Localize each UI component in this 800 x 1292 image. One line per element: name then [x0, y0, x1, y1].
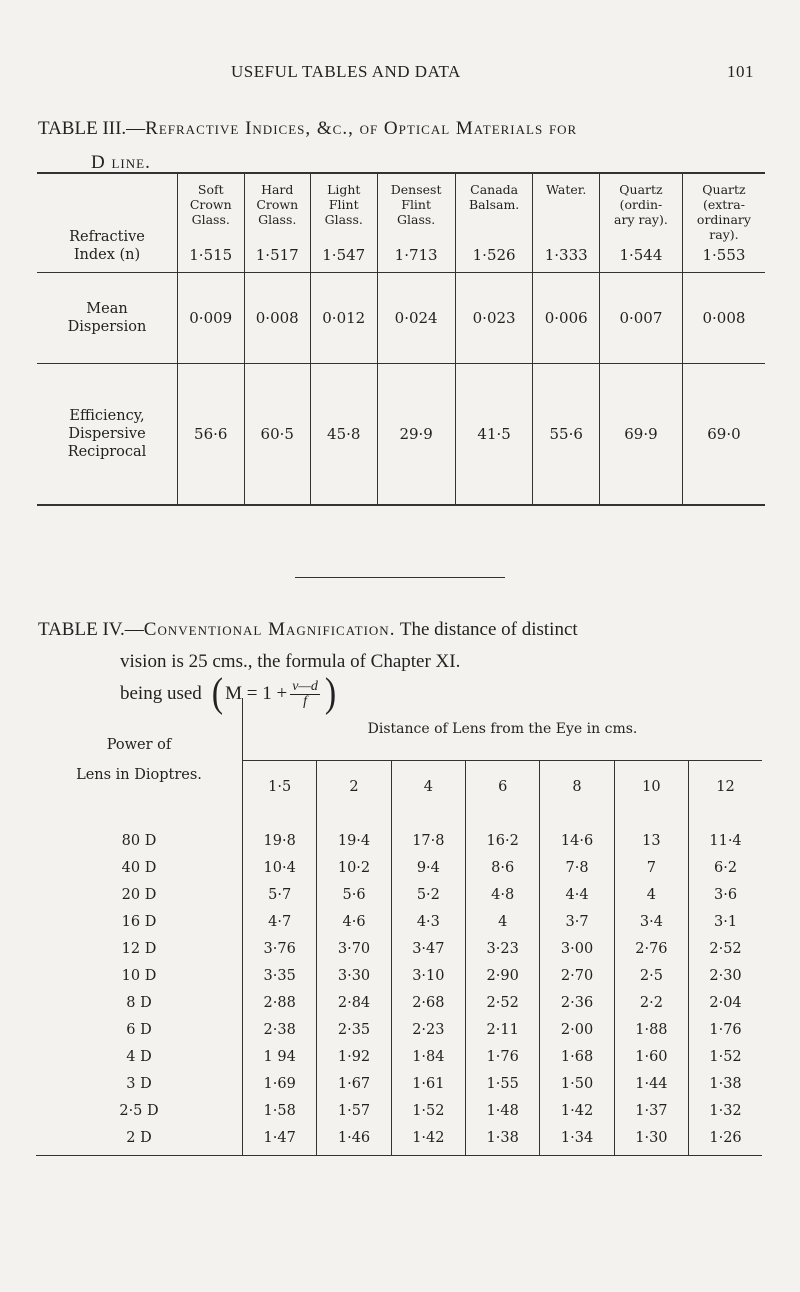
magnification-value: 19·4: [317, 813, 391, 854]
magnification-value: 8·6: [466, 854, 540, 881]
magnification-value: 2·23: [391, 1016, 465, 1043]
label-line: Mean: [86, 301, 128, 317]
table3-refractive-indices: [37, 172, 765, 506]
page-number: 101: [727, 62, 754, 81]
table4-caption-prefix: TABLE IV.—: [38, 619, 144, 640]
magnification-value: 1·46: [317, 1124, 391, 1156]
magnification-value: 1·76: [689, 1016, 762, 1043]
magnification-value: 1·37: [614, 1097, 688, 1124]
magnification-value: 1·42: [540, 1097, 614, 1124]
magnification-value: 2·00: [540, 1016, 614, 1043]
magnification-value: 9·4: [391, 854, 465, 881]
material-name: [378, 182, 455, 231]
magnification-value: 4·6: [317, 908, 391, 935]
magnification-value: 1·76: [466, 1043, 540, 1070]
power-value: 80 D: [121, 832, 157, 849]
power-value: 6 D: [126, 1021, 152, 1038]
magnification-value: 4: [466, 908, 540, 935]
magnification-value: 2·52: [689, 935, 762, 962]
magnification-value: 2·2: [614, 989, 688, 1016]
dispersion-value: 0·009: [189, 309, 233, 327]
power-value: 10 D: [121, 967, 157, 984]
efficiency-value: 60·5: [260, 425, 294, 443]
efficiency-value: 45·8: [327, 425, 361, 443]
table-cell: [311, 273, 378, 364]
table-cell: [599, 273, 682, 364]
material-name: [600, 182, 682, 231]
label-line: Glass.: [191, 212, 230, 227]
magnification-value: 1 94: [243, 1043, 317, 1070]
dispersion-value: 0·007: [619, 309, 663, 327]
magnification-value: 1·38: [466, 1124, 540, 1156]
table-cell: [455, 173, 533, 273]
row-label: [37, 173, 178, 273]
table-row: [36, 854, 762, 881]
dispersion-value: 0·008: [702, 309, 746, 327]
table-cell: [178, 173, 245, 273]
magnification-value: 2·68: [391, 989, 465, 1016]
refractive-index-value: 1·553: [702, 246, 746, 264]
refractive-index-value: 1·547: [322, 246, 366, 264]
magnification-value: 1·92: [317, 1043, 391, 1070]
magnification-value: 1·57: [317, 1097, 391, 1124]
table3-caption-line2: D line.: [91, 152, 151, 173]
power-value: 12 D: [121, 940, 157, 957]
efficiency-value: 56·6: [194, 425, 228, 443]
magnification-value: 4·8: [466, 881, 540, 908]
magnification-value: 2·76: [614, 935, 688, 962]
magnification-value: 3·00: [540, 935, 614, 962]
label-line: (extra-: [702, 197, 745, 212]
magnification-value: 2·84: [317, 989, 391, 1016]
table-cell: [377, 364, 455, 506]
magnification-value: 2·70: [540, 962, 614, 989]
table3-caption: [38, 112, 778, 180]
table-cell: [599, 364, 682, 506]
page-header: [0, 62, 800, 92]
efficiency-value: 55·6: [549, 425, 583, 443]
magnification-value: 1·60: [614, 1043, 688, 1070]
distance-header-cell: 2: [317, 761, 391, 814]
label-line: (ordin-: [619, 197, 663, 212]
magnification-value: 14·6: [540, 813, 614, 854]
column-header-cell: [683, 182, 765, 264]
table-row: [36, 881, 762, 908]
power-column-header: [36, 698, 243, 813]
column-header-cell: [378, 182, 455, 264]
label-line: Glass.: [397, 212, 436, 227]
formula-numerator: v—d: [292, 678, 318, 694]
magnification-value: 1·38: [689, 1070, 762, 1097]
column-header-cell: [533, 182, 599, 264]
row-label: [37, 273, 178, 364]
label-line: ray).: [709, 227, 739, 242]
efficiency-value: 41·5: [477, 425, 511, 443]
magnification-value: 1·32: [689, 1097, 762, 1124]
table-cell: [533, 173, 600, 273]
power-value: 2·5 D: [119, 1102, 159, 1119]
magnification-value: 4: [614, 881, 688, 908]
label-line: Flint: [328, 197, 359, 212]
magnification-value: 3·7: [540, 908, 614, 935]
table-cell: [311, 173, 378, 273]
magnification-value: 10·2: [317, 854, 391, 881]
label-line: Crown: [256, 197, 299, 212]
row-label: [37, 364, 178, 506]
label-line: Crown: [189, 197, 232, 212]
table-row: [36, 813, 762, 854]
magnification-value: 1·88: [614, 1016, 688, 1043]
label-line: Quartz: [702, 182, 746, 197]
refractive-index-value: 1·517: [255, 246, 299, 264]
table-row: [36, 989, 762, 1016]
table-cell: [377, 273, 455, 364]
label-line: ordinary: [696, 212, 751, 227]
material-name: [533, 182, 599, 201]
magnification-value: 3·4: [614, 908, 688, 935]
table4-caption-line3: being used: [120, 683, 202, 704]
efficiency-value: 69·0: [707, 425, 741, 443]
table-row: [36, 1043, 762, 1070]
magnification-value: 2·88: [243, 989, 317, 1016]
magnification-value: 1·30: [614, 1124, 688, 1156]
magnification-value: 1·69: [243, 1070, 317, 1097]
table-row: [36, 1124, 762, 1156]
distance-header-cell: 12: [689, 761, 762, 814]
label-line: Soft: [197, 182, 224, 197]
section-divider: [295, 577, 505, 578]
label-line: Densest: [390, 182, 442, 197]
magnification-value: 7: [614, 854, 688, 881]
magnification-value: 2·35: [317, 1016, 391, 1043]
table-row: [36, 1070, 762, 1097]
table-cell: [455, 273, 533, 364]
refractive-index-value: 1·515: [189, 246, 233, 264]
running-title: USEFUL TABLES AND DATA: [231, 62, 461, 81]
magnification-value: 5·6: [317, 881, 391, 908]
table-cell: [377, 173, 455, 273]
power-value: 16 D: [121, 913, 157, 930]
distance-header-cell: 1·5: [243, 761, 317, 814]
magnification-value: 1·47: [243, 1124, 317, 1156]
magnification-value: 4·3: [391, 908, 465, 935]
label-line: Light: [327, 182, 361, 197]
power-value: 2 D: [36, 1124, 243, 1156]
label-line: Water.: [546, 182, 587, 197]
table-row: [36, 908, 762, 935]
table4-header-row: [36, 698, 762, 761]
magnification-value: 2·38: [243, 1016, 317, 1043]
magnification-value: 13: [614, 813, 688, 854]
power-value: 40 D: [121, 859, 157, 876]
formula-denominator: f: [303, 693, 307, 709]
table4-caption-line2: vision is 25 cms., the formula of Chapter XI.: [120, 651, 461, 672]
refractive-index-value: 1·713: [394, 246, 438, 264]
material-name: [311, 182, 377, 231]
table-row: [36, 1016, 762, 1043]
magnification-value: 1·26: [689, 1124, 762, 1156]
magnification-value: 4·4: [540, 881, 614, 908]
table3-caption-prefix: TABLE III.—: [38, 118, 146, 139]
efficiency-value: 69·9: [624, 425, 658, 443]
table-row: [36, 1097, 762, 1124]
magnification-value: 1·48: [466, 1097, 540, 1124]
magnification-value: 3·10: [391, 962, 465, 989]
power-value: 20 D: [121, 886, 157, 903]
dispersion-value: 0·006: [544, 309, 588, 327]
label-line: Lens in Dioptres.: [76, 766, 202, 783]
distance-header: Distance of Lens from the Eye in cms.: [243, 698, 763, 761]
table3-caption-main: Refractive Indices, &c., of Optical Materials for: [145, 118, 578, 139]
magnification-value: 2·04: [689, 989, 762, 1016]
refractive-index-row: [37, 173, 765, 273]
material-name: [456, 182, 533, 216]
table-cell: [178, 364, 245, 506]
distance-header-cell: 10: [614, 761, 688, 814]
table-cell: [244, 364, 311, 506]
magnification-value: 3·47: [391, 935, 465, 962]
magnification-formula: ( M = 1 + $\frac{v—d}{f}$ ): [211, 671, 337, 716]
magnification-value: 1·44: [614, 1070, 688, 1097]
magnification-value: 1·61: [391, 1070, 465, 1097]
magnification-value: 3·1: [689, 908, 762, 935]
table-cell: [533, 364, 600, 506]
efficiency-row: [37, 364, 765, 506]
label-line: Balsam.: [468, 197, 520, 212]
column-header-cell: [178, 182, 244, 264]
column-header-cell: [600, 182, 682, 264]
material-name: [683, 182, 765, 246]
formula-lhs: M = 1 +: [225, 683, 288, 704]
table4-magnification: [36, 698, 762, 1156]
magnification-value: 5·2: [391, 881, 465, 908]
table-row: [36, 962, 762, 989]
magnification-value: 1·52: [391, 1097, 465, 1124]
magnification-value: 7·8: [540, 854, 614, 881]
power-value: 4 D: [126, 1048, 152, 1065]
table-cell: [244, 173, 311, 273]
material-name: [178, 182, 244, 231]
label-line: Hard: [261, 182, 294, 197]
label-line: ary ray).: [614, 212, 668, 227]
dispersion-value: 0·012: [322, 309, 366, 327]
label-line: Flint: [401, 197, 432, 212]
distance-header-cell: 8: [540, 761, 614, 814]
table-cell: [244, 273, 311, 364]
table-row: [36, 935, 762, 962]
magnification-value: 3·6: [689, 881, 762, 908]
magnification-value: 1·58: [243, 1097, 317, 1124]
magnification-value: 17·8: [391, 813, 465, 854]
label-line: Refractive: [69, 229, 145, 245]
label-line: Reciprocal: [67, 444, 147, 460]
table-cell: [682, 173, 765, 273]
label-line: Dispersion: [67, 319, 147, 335]
magnification-value: 1·42: [391, 1124, 465, 1156]
magnification-value: 19·8: [243, 813, 317, 854]
table-cell: [178, 273, 245, 364]
material-name: [245, 182, 311, 231]
dispersion-value: 0·008: [255, 309, 299, 327]
magnification-value: 1·84: [391, 1043, 465, 1070]
magnification-value: 2·36: [540, 989, 614, 1016]
label-line: Efficiency,: [69, 408, 145, 424]
magnification-value: 1·50: [540, 1070, 614, 1097]
efficiency-value: 29·9: [399, 425, 433, 443]
magnification-value: 1·55: [466, 1070, 540, 1097]
magnification-value: 5·7: [243, 881, 317, 908]
magnification-value: 2·90: [466, 962, 540, 989]
table-cell: [682, 364, 765, 506]
magnification-value: 3·76: [243, 935, 317, 962]
table-cell: [682, 273, 765, 364]
magnification-value: 10·4: [243, 854, 317, 881]
table4-caption-rest: The distance of distinct: [395, 619, 578, 640]
refractive-index-value: 1·333: [544, 246, 588, 264]
mean-dispersion-row: [37, 273, 765, 364]
magnification-value: 11·4: [689, 813, 762, 854]
magnification-value: 2·11: [466, 1016, 540, 1043]
magnification-value: 2·5: [614, 962, 688, 989]
table4-caption-main: Conventional Magnification.: [143, 619, 396, 640]
magnification-value: 3·30: [317, 962, 391, 989]
label-line: Power of: [106, 736, 172, 753]
distance-header-cell: 4: [391, 761, 465, 814]
magnification-value: 2·30: [689, 962, 762, 989]
magnification-value: 3·35: [243, 962, 317, 989]
refractive-index-value: 1·526: [472, 246, 516, 264]
label-line: Index (n): [73, 247, 141, 263]
magnification-value: 2·52: [466, 989, 540, 1016]
magnification-value: 1·67: [317, 1070, 391, 1097]
magnification-value: 6·2: [689, 854, 762, 881]
magnification-value: 1·52: [689, 1043, 762, 1070]
table4-caption: [38, 614, 768, 716]
magnification-value: 16·2: [466, 813, 540, 854]
magnification-value: 1·68: [540, 1043, 614, 1070]
column-header-cell: [245, 182, 311, 264]
power-value: 8 D: [126, 994, 152, 1011]
distance-header-cell: 6: [466, 761, 540, 814]
dispersion-value: 0·023: [472, 309, 516, 327]
label-line: Canada: [470, 182, 519, 197]
label-line: Quartz: [619, 182, 663, 197]
table-cell: [599, 173, 682, 273]
magnification-value: 4·7: [243, 908, 317, 935]
magnification-value: 1·34: [540, 1124, 614, 1156]
dispersion-value: 0·024: [394, 309, 438, 327]
power-value: 3 D: [126, 1075, 152, 1092]
table-cell: [533, 273, 600, 364]
label-line: Glass.: [258, 212, 297, 227]
label-line: Glass.: [324, 212, 363, 227]
table-cell: [311, 364, 378, 506]
magnification-value: 3·23: [466, 935, 540, 962]
column-header-cell: [311, 182, 377, 264]
label-line: Dispersive: [68, 426, 146, 442]
magnification-value: 3·70: [317, 935, 391, 962]
table-cell: [455, 364, 533, 506]
refractive-index-value: 1·544: [619, 246, 663, 264]
column-header-cell: [456, 182, 533, 264]
